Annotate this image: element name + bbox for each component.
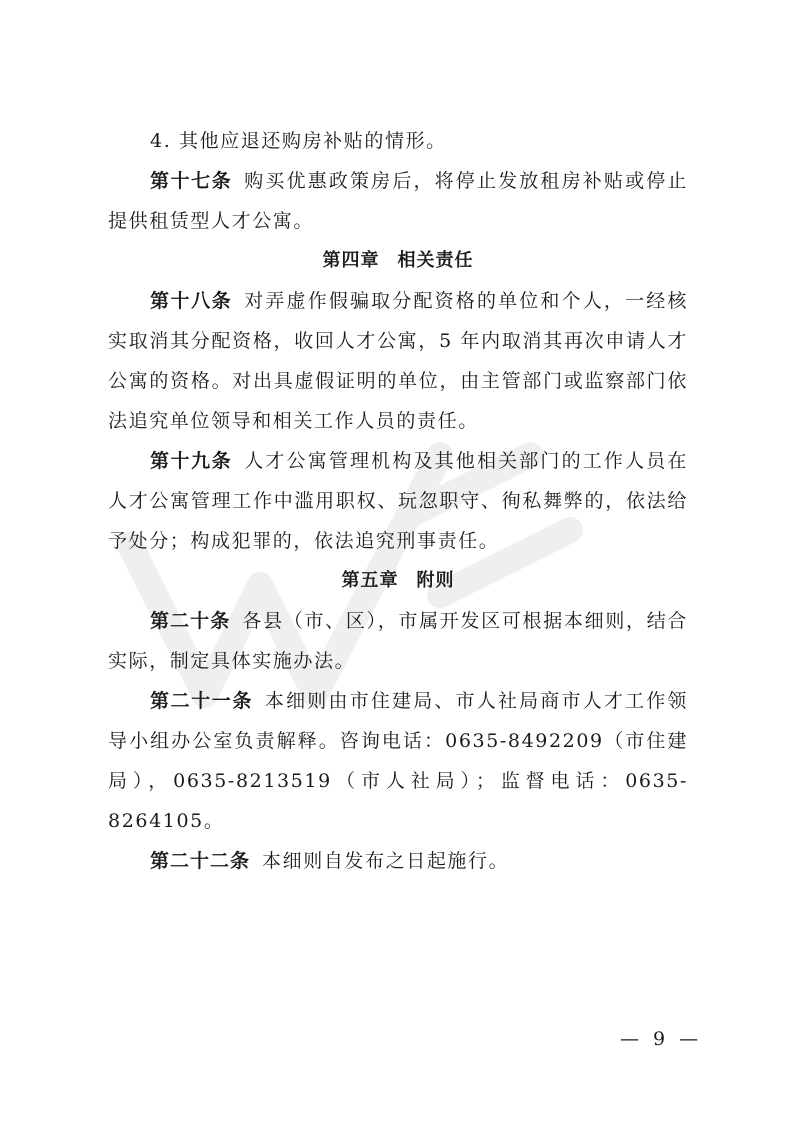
article-paragraph: [108, 681, 688, 841]
article-paragraph: [108, 841, 688, 881]
article-paragraph: [108, 281, 688, 441]
article-paragraph: [108, 441, 688, 561]
article-paragraph: [108, 601, 688, 681]
article-paragraph: [108, 161, 688, 241]
paragraph-text: 人才公寓管理机构及其他相关部门的工作人员在人才公寓管理工作中滥用职权、玩忽职守、徇私舞弊的，依法给予处分；构成犯罪的，依法追究刑事责任。: [108, 450, 688, 552]
chapter-number: 第五章: [341, 570, 399, 591]
page-number: — 9 —: [620, 1028, 703, 1050]
article-label: 第二十条: [150, 610, 231, 632]
paragraph-text: 对弄虚作假骗取分配资格的单位和个人，一经核实取消其分配资格，收回人才公寓，5 年内取消其再次申请人才公寓的资格。对出具虚假证明的单位，由主管部门或监察部门依法追究单位领导和相关工作人员的责任。: [108, 290, 688, 432]
paragraph-text: 4. 其他应退还购房补贴的情形。: [150, 130, 447, 152]
item-paragraph: [108, 121, 688, 161]
paragraph-text: 各县（市、区），市属开发区可根据本细则，结合实际，制定具体实施办法。: [108, 610, 688, 672]
chapter-title: 附则: [416, 570, 455, 591]
article-label: 第二十二条: [150, 850, 251, 872]
paragraph-text: 购买优惠政策房后，将停止发放租房补贴或停止提供租赁型人才公寓。: [108, 170, 688, 232]
chapter-number: 第四章: [322, 250, 380, 271]
article-label: 第十八条: [150, 290, 233, 312]
article-label: 第二十一条: [150, 690, 253, 712]
paragraph-text: 本细则由市住建局、市人社局商市人才工作领导小组办公室负责解释。咨询电话：0635-8492209（市住建局），0635-8213519（市人社局）；监督电话：0635-8264105。: [108, 690, 688, 832]
paragraph-text: 本细则自发布之日起施行。: [262, 850, 510, 872]
chapter-title: 相关责任: [397, 250, 474, 271]
chapter-heading: [108, 241, 688, 281]
document-body: [108, 121, 688, 881]
article-label: 第十七条: [150, 170, 233, 192]
chapter-heading: [108, 561, 688, 601]
article-label: 第十九条: [150, 450, 233, 472]
